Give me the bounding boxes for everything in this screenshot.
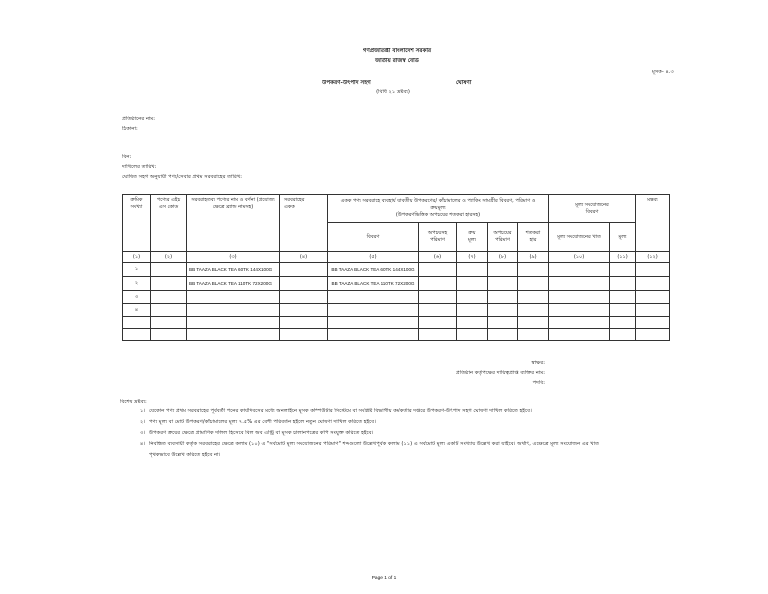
cell-input-price [457,304,488,317]
header-text: মূল্য [468,237,476,243]
header-text: পরিমাণ [430,237,445,243]
note-number: ৪। [140,441,146,447]
cell-value-addition-sector [549,329,610,341]
cell-value-addition-sector [549,291,610,304]
header-input-description [328,223,419,252]
note-text: যেকোন পণ্য প্রথম সরবরাহের পূর্ববর্তী পনের কার্যদিবসের মধ্যে অনলাইনে মূসক কম্পিউটার সিস্টেমে বা সংশ্লিষ্ট বিভাগীয় কর্মকর্তার দপ্তরে উপকরণ-উৎপাদ সহগ ঘোষণা দাখিল করিতে হইবে। [149,408,532,414]
form-code: মূসক- ৪.৩ [652,69,674,75]
table-row [123,329,670,341]
cell-product [187,329,280,341]
cell-value-addition-amount [610,277,636,291]
column-number: (৪) [280,252,328,263]
table-row [123,304,670,317]
notes-title: বিশেষ দ্রষ্টব্য: [120,399,147,405]
cell-input-quantity [419,329,457,341]
cell-input-quantity [419,317,457,329]
cell-hs-code [151,329,187,341]
cell-product: BB TAAZA BLACK TEA 60TK 144X100G [187,263,280,277]
header-wastage-percentage [518,223,549,252]
cell-remarks [636,291,670,304]
header-text: মূল্য সংযোজনের খাত [557,233,601,240]
column-number: (১০) [549,252,610,263]
cell-wastage-quantity [488,291,518,304]
cell-remarks [636,329,670,341]
address-label: ঠিকানা: [122,126,138,132]
column-number: (১২) [636,252,670,263]
cell-wastage-percentage [518,317,549,329]
note-number: ১। [140,408,146,414]
coefficient-table [122,194,670,341]
cell-wastage-percentage [518,329,549,341]
cell-input-description [328,317,419,329]
rule-reference: (বিধি ২১ দ্রষ্টব্য) [376,89,410,95]
column-number-row [123,252,670,263]
header-text: মূল্য [618,233,627,240]
cell-value-addition-sector [549,277,610,291]
cell-input-description [328,329,419,341]
header-text: (উপকরণভিত্তিক অপচয়ের শতকরা হারসহ) [395,212,481,218]
authorized-person-name-label: প্রতিষ্ঠান কর্তৃপক্ষের দায়িত্বপ্রাপ্ত ব্যক্তির নাম: [455,370,545,376]
cell-remarks [636,277,670,291]
header-text: অপচয়ের [493,230,512,236]
header-text: মন্তব্য [647,197,658,203]
column-number: (৯) [518,252,549,263]
cell-input-description [328,291,419,304]
header-row [123,195,670,223]
cell-value-addition-amount [610,304,636,317]
cell-value-addition-sector [549,317,610,329]
header-text: অপচয়সহ [427,230,448,236]
header-text: ক্রমিক [130,197,143,203]
cell-serial [123,317,151,329]
cell-wastage-percentage [518,277,549,291]
signature-label: স্বাক্ষর: [531,360,545,366]
table-row [123,317,670,329]
cell-product [187,304,280,317]
header-text: ক্ষেত্রে ব্র্যান্ড নামসহ) [212,204,254,210]
note-number: ৩। [140,430,146,436]
table-row [123,291,670,304]
header-text: মূল্য সংযোজনের [575,201,609,208]
header-text: শতকরা [525,230,541,236]
note-text: পৃথকভাবে উল্লেখ করিতে হইবে না। [149,452,221,458]
cell-input-description: BB TAAZA BLACK TEA 110TK 72X200G [328,277,419,291]
cell-value-addition-amount [610,317,636,329]
cell-wastage-percentage [518,263,549,277]
cell-unit [280,304,328,317]
cell-input-price [457,263,488,277]
header-text: একক [284,204,295,210]
column-number: (২) [151,252,187,263]
cell-remarks [636,317,670,329]
board-title: জাতীয় রাজস্ব বোর্ড [375,58,419,64]
cell-input-quantity [419,277,457,291]
form-title: উপকরণ-উৎপাদ সহগ [322,80,371,86]
header-value-addition-amount [610,223,636,252]
cell-serial [123,329,151,341]
note-number: ২। [140,419,146,425]
header-text: ক্রয় [468,230,476,236]
header-quantity-with-wastage [419,223,457,252]
cell-input-description: BB TAAZA BLACK TEA 60TK 144X100G [328,263,419,277]
org-name-label: প্রতিষ্ঠানের নাম: [122,116,156,122]
cell-unit [280,277,328,291]
designation-label: পদবি: [532,380,545,386]
cell-hs-code [151,304,187,317]
header-wastage-quantity [488,223,518,252]
cell-wastage-percentage [518,291,549,304]
cell-product [187,317,280,329]
header-remarks [636,195,670,252]
cell-hs-code [151,263,187,277]
table-row [123,263,670,277]
column-number: (৮) [488,252,518,263]
header-value-addition-sector [549,223,610,252]
cell-serial: ৩ [123,291,151,304]
cell-value-addition-amount [610,329,636,341]
first-supply-date-label: ঘোষিত সহগ অনুযায়ী পণ্য/সেবার প্রথম সরবরাহের তারিখ: [122,174,242,180]
page-number: Page 1 of 1 [371,576,397,581]
header-text: হার [529,237,537,243]
cell-serial: ২ [123,277,151,291]
header-text: সংখ্যা [130,204,143,210]
cell-serial: ১ [123,263,151,277]
cell-unit [280,329,328,341]
header-text: এস কোড [158,204,179,210]
cell-wastage-quantity [488,317,518,329]
cell-value-addition-amount [610,263,636,277]
cell-wastage-percentage [518,304,549,317]
header-text: ক্রয়মূল্য [430,205,446,211]
header-text: বিবরণ [585,208,599,215]
cell-input-price [457,317,488,329]
table-row [123,277,670,291]
note-text: নিবন্ধিত ব্যবসায়ী কর্তৃক সরবরাহের ক্ষেত্রে কলাম (১০) এ "সর্বমোট মূল্য সংযোজনের পরিমাণ" শব্দগুলো উল্লেখপূর্বক কলাম (১১) এ সর্বমোট মূল্য একটি সংখ্যায় উল্লেখ করা যাইবে। অর্থাৎ, এক্ষেত্রে মূল্য সংযোজন এর খাত [149,441,600,447]
cell-remarks [636,304,670,317]
cell-input-description [328,304,419,317]
cell-wastage-quantity [488,304,518,317]
cell-value-addition-amount [610,291,636,304]
header-text: পরিমাণ [495,237,510,243]
cell-wastage-quantity [488,329,518,341]
header-hs-code [151,195,187,252]
cell-input-price [457,329,488,341]
cell-input-quantity [419,291,457,304]
note-text: উপকরণ ক্রয়ের ক্ষেত্রে প্রামাণিক দলিল হিসেবে বিল অব এন্ট্রি বা মূসক চালানপত্রের কপি সংযুক্ত করিতে হইবে। [149,430,374,436]
column-number: (৬) [419,252,457,263]
header-text: একক পণ্য সরবরাহে ব্যবহার্য যাবতীয় উপকরণের/ কাঁচামালের ও প্যাকিং সামগ্রীর বিবরণ, পরিমাণ ও [340,198,536,204]
column-number: (৩) [187,252,280,263]
cell-remarks [636,263,670,277]
cell-unit [280,291,328,304]
note-text: পণ্য মূল্য বা মোট উপকরণ/কাঁচামালের মূল্য ৭.৫% এর বেশী পরিবর্তন হইলে নতুন ঘোষণা দাখিল করিতে হইবে। [149,419,377,425]
column-number: (১১) [610,252,636,263]
header-serial [123,195,151,252]
header-inputs-group [328,195,549,223]
cell-input-quantity [419,304,457,317]
cell-unit [280,263,328,277]
cell-serial: ৪ [123,304,151,317]
cell-value-addition-sector [549,304,610,317]
cell-value-addition-sector [549,263,610,277]
header-text: পণ্যের এইচ [156,197,181,203]
cell-input-quantity [419,263,457,277]
header-unit [280,195,328,252]
header-product [187,195,280,252]
cell-hs-code [151,277,187,291]
government-title: গণপ্রজাতন্ত্রী বাংলাদেশ সরকার [362,48,432,54]
cell-hs-code [151,317,187,329]
cell-input-price [457,277,488,291]
submission-date-label: দাখিলের তারিখ: [122,164,157,170]
cell-product [187,291,280,304]
cell-hs-code [151,291,187,304]
cell-wastage-quantity [488,263,518,277]
cell-input-price [457,291,488,304]
cell-unit [280,317,328,329]
header-text: বিবরণ [366,233,380,240]
column-number: (৫) [328,252,419,263]
header-purchase-price [457,223,488,252]
header-text: সরবরাহতব্য পণ্যের নাম ও বর্ণনা (প্রযোজ্য [191,197,275,203]
column-number: (১) [123,252,151,263]
header-text: সরবরাহের [284,197,305,203]
cell-wastage-quantity [488,277,518,291]
column-number: (৭) [457,252,488,263]
header-value-addition-group [549,195,636,223]
form-title-declaration: ঘোষণা [456,80,472,86]
cell-product: BB TAAZA BLACK TEA 110TK 72X200G [187,277,280,291]
bin-label: বিন: [122,154,132,160]
